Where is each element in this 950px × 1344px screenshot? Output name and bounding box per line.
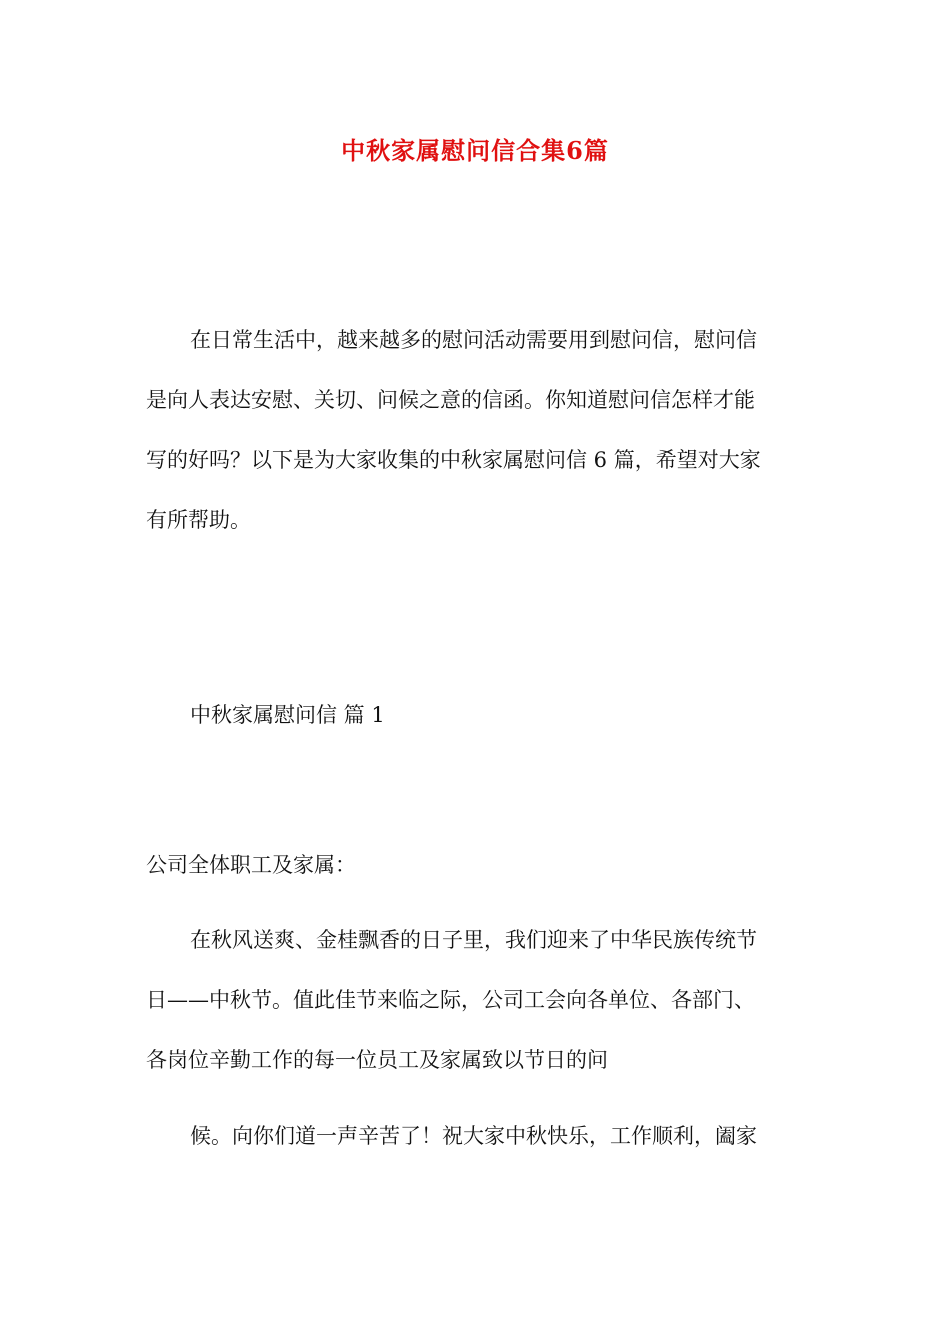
intro-paragraph [146, 310, 808, 550]
paragraph-line: 在秋风送爽、金桂飘香的日子里，我们迎来了中华民族传统节 [190, 928, 757, 952]
document-title: 中秋家属慰问信合集6篇 [341, 136, 609, 165]
intro-line: 在日常生活中，越来越多的慰问活动需要用到慰问信，慰问信 [190, 328, 757, 352]
letter-paragraph-1 [146, 910, 808, 1090]
section-heading-text: 中秋家属慰问信 篇 1 [190, 703, 385, 727]
intro-line: 有所帮助。 [146, 508, 251, 532]
paragraph-line: 各岗位辛勤工作的每一位员工及家属致以节日的问 [146, 1048, 608, 1072]
intro-line: 是向人表达安慰、关切、问候之意的信函。你知道慰问信怎样才能 [146, 388, 755, 412]
salutation [146, 835, 808, 895]
intro-line: 写的好吗？以下是为大家收集的中秋家属慰问信 6 篇，希望对大家 [146, 448, 761, 472]
paragraph-line: 候。向你们道一声辛苦了！祝大家中秋快乐，工作顺利，阖家 [190, 1124, 757, 1148]
salutation-text: 公司全体职工及家属： [146, 853, 356, 877]
letter-paragraph-2 [146, 1106, 808, 1166]
paragraph-line: 日——中秋节。值此佳节来临之际，公司工会向各单位、各部门、 [146, 988, 755, 1012]
section-heading [146, 685, 808, 745]
